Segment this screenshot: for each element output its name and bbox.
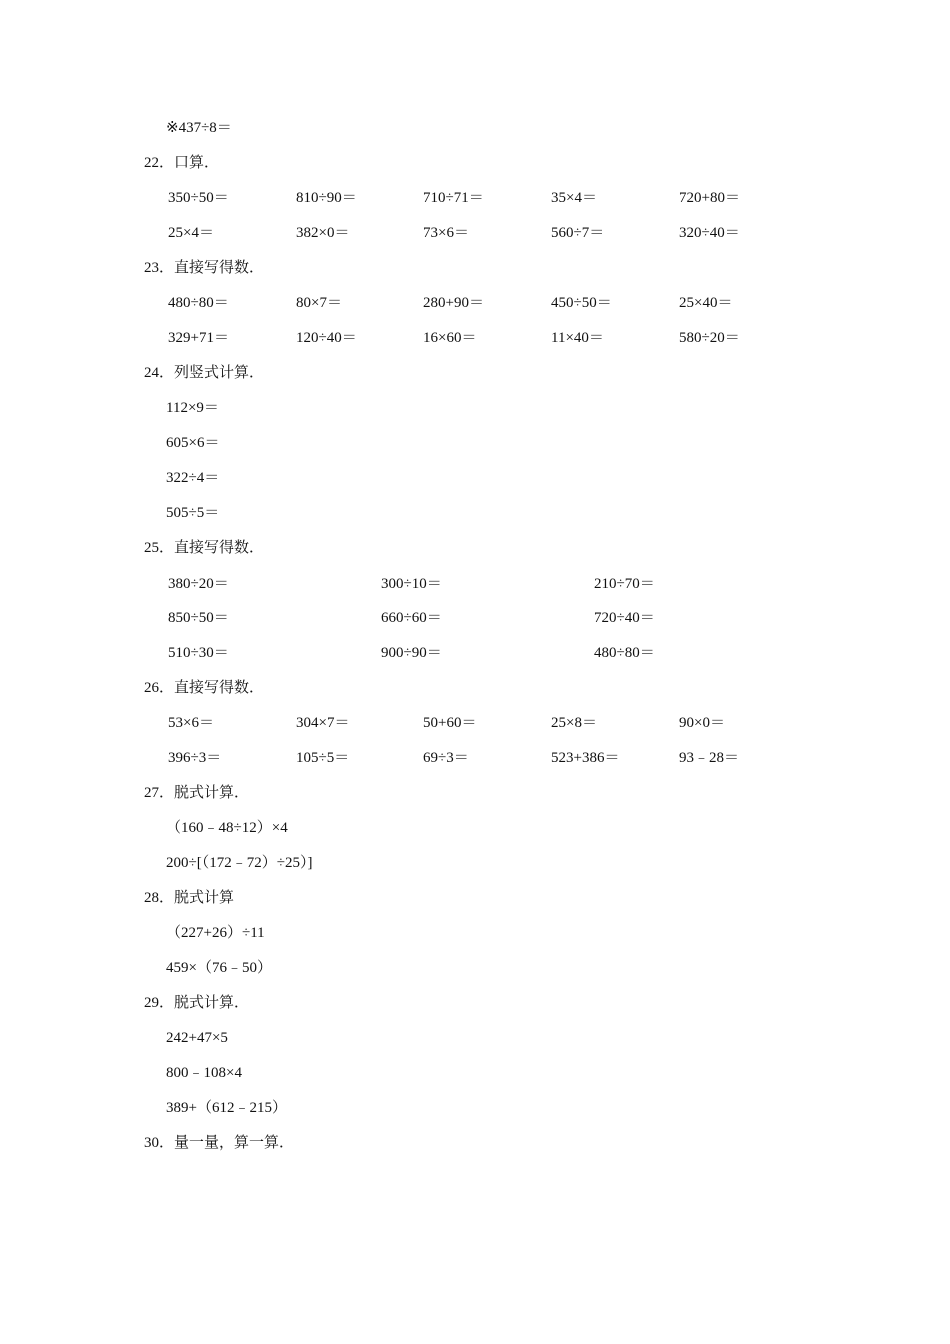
q28-item: 459×（76﹣50） [166,960,272,976]
q23-item: 120÷40＝ [296,330,357,346]
q25-row-3 [0,643,950,663]
q25-item: 850÷50＝ [168,610,229,626]
q26-item: 304×7＝ [296,715,350,731]
question-25-title: 25．直接写得数． [144,540,265,556]
q26-item: 53×6＝ [168,715,214,731]
question-27-title: 27．脱式计算． [144,785,250,801]
q22-row-1 [0,188,950,208]
q22-item: 350÷50＝ [168,190,229,206]
question-22-title: 22．口算． [144,155,220,171]
q28-item: （227+26）÷11 [166,925,265,941]
q22-item: 382×0＝ [296,225,350,241]
q25-item: 380÷20＝ [168,576,229,592]
q25-row-2 [0,608,950,628]
q25-item: 900÷90＝ [381,645,442,661]
q26-item: 50+60＝ [423,715,477,731]
question-23-title: 23．直接写得数． [144,260,265,276]
q22-item: 720+80＝ [679,190,740,206]
q24-item: 505÷5＝ [166,505,220,521]
q23-item: 16×60＝ [423,330,477,346]
q23-row-1 [0,293,950,313]
q26-item: 25×8＝ [551,715,597,731]
q29-item: 800﹣108×4 [166,1065,242,1081]
q25-item: 300÷10＝ [381,576,442,592]
q25-item: 510÷30＝ [168,645,229,661]
question-28-title: 28．脱式计算 [144,890,235,906]
q26-item: 90×0＝ [679,715,725,731]
question-29-title: 29．脱式计算． [144,995,250,1011]
q24-item: 322÷4＝ [166,470,220,486]
q23-item: 80×7＝ [296,295,342,311]
q23-item: 480÷80＝ [168,295,229,311]
q23-item: 25×40＝ [679,295,733,311]
q23-item: 280+90＝ [423,295,484,311]
q26-item: 69÷3＝ [423,750,469,766]
q22-item: 810÷90＝ [296,190,357,206]
lead-expression: ※437÷8＝ [166,120,232,136]
q25-item: 720÷40＝ [594,610,655,626]
q23-item: 329+71＝ [168,330,229,346]
q22-item: 25×4＝ [168,225,214,241]
q23-item: 580÷20＝ [679,330,740,346]
q24-item: 605×6＝ [166,435,220,451]
q29-item: 389+（612﹣215） [166,1100,287,1116]
question-24-title: 24．列竖式计算． [144,365,265,381]
q23-item: 11×40＝ [551,330,604,346]
q27-item: 200÷[（172﹣72）÷25）] [166,855,313,871]
q25-row-1 [0,574,950,594]
q25-item: 210÷70＝ [594,576,655,592]
q24-item: 112×9＝ [166,400,219,416]
q25-item: 660÷60＝ [381,610,442,626]
q26-row-1 [0,713,950,733]
q22-item: 320÷40＝ [679,225,740,241]
q23-item: 450÷50＝ [551,295,612,311]
q27-item: （160﹣48÷12）×4 [166,820,288,836]
question-26-title: 26．直接写得数． [144,680,265,696]
q26-item: 105÷5＝ [296,750,350,766]
q26-row-2 [0,748,950,768]
q22-row-2 [0,223,950,243]
q25-item: 480÷80＝ [594,645,655,661]
q22-item: 73×6＝ [423,225,469,241]
q26-item: 93﹣28＝ [679,750,740,766]
q22-item: 710÷71＝ [423,190,484,206]
q23-row-2 [0,328,950,348]
q26-item: 396÷3＝ [168,750,222,766]
q22-item: 560÷7＝ [551,225,605,241]
q26-item: 523+386＝ [551,750,620,766]
q22-item: 35×4＝ [551,190,597,206]
q29-item: 242+47×5 [166,1030,228,1046]
question-30-title: 30．量一量，算一算． [144,1135,295,1151]
